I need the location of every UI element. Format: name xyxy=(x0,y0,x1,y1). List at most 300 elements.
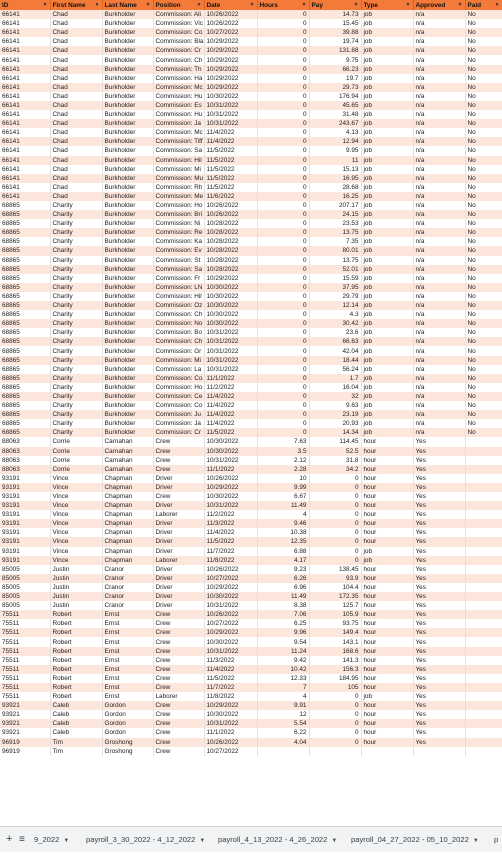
table-cell[interactable]: 85005 xyxy=(0,601,50,610)
table-cell[interactable]: hour xyxy=(361,637,413,646)
table-cell[interactable]: 68865 xyxy=(0,283,50,292)
table-cell[interactable]: Driver xyxy=(153,483,204,492)
table-cell[interactable]: hour xyxy=(361,656,413,665)
table-cell[interactable] xyxy=(465,692,502,701)
table-cell[interactable]: job xyxy=(361,228,413,237)
table-cell[interactable]: 85005 xyxy=(0,565,50,574)
table-cell[interactable]: 10/28/2022 xyxy=(204,256,257,265)
table-cell[interactable]: Robert xyxy=(50,674,102,683)
table-cell[interactable]: Chad xyxy=(50,83,102,92)
table-cell[interactable]: Driver xyxy=(153,565,204,574)
table-cell[interactable]: Carnahan xyxy=(102,447,153,456)
table-cell[interactable]: 11.24 xyxy=(257,647,309,656)
table-cell[interactable]: 11/4/2022 xyxy=(204,419,257,428)
table-cell[interactable]: Corrie xyxy=(50,465,102,474)
table-cell[interactable]: Driver xyxy=(153,583,204,592)
table-cell[interactable]: 16.25 xyxy=(309,192,361,201)
table-cell[interactable]: 0 xyxy=(257,28,309,37)
table-cell[interactable]: 85005 xyxy=(0,592,50,601)
table-cell[interactable]: Crew xyxy=(153,437,204,446)
table-cell[interactable]: 68865 xyxy=(0,383,50,392)
table-cell[interactable]: 4.3 xyxy=(309,310,361,319)
col-header-last-name[interactable]: Last Name ▼ xyxy=(102,0,153,10)
table-cell[interactable]: 31.48 xyxy=(309,110,361,119)
table-cell[interactable]: Chapman xyxy=(102,537,153,546)
table-cell[interactable]: No xyxy=(465,256,502,265)
table-cell[interactable]: Yes xyxy=(413,683,465,692)
sheet-tab-payroll-4-13[interactable]: payroll_4_13_2022 - 4_26_2022 ▼ xyxy=(218,835,338,844)
table-cell[interactable]: 11.49 xyxy=(257,592,309,601)
table-cell[interactable]: 68865 xyxy=(0,201,50,210)
table-cell[interactable]: 68865 xyxy=(0,392,50,401)
table-cell[interactable]: Commission: Cr xyxy=(153,46,204,55)
table-cell[interactable]: 0 xyxy=(257,201,309,210)
table-cell[interactable]: 31.8 xyxy=(309,456,361,465)
table-cell[interactable] xyxy=(465,701,502,710)
table-cell[interactable]: 207.17 xyxy=(309,201,361,210)
table-cell[interactable]: 93.9 xyxy=(309,574,361,583)
table-cell[interactable]: 19.7 xyxy=(309,74,361,83)
table-cell[interactable]: No xyxy=(465,37,502,46)
table-cell[interactable]: 4.04 xyxy=(257,738,309,747)
table-cell[interactable] xyxy=(361,747,413,756)
table-cell[interactable]: No xyxy=(465,128,502,137)
table-cell[interactable]: 15.45 xyxy=(309,19,361,28)
table-cell[interactable]: Crew xyxy=(153,465,204,474)
table-cell[interactable]: 68865 xyxy=(0,237,50,246)
table-cell[interactable]: 104.4 xyxy=(309,583,361,592)
table-cell[interactable]: 1.7 xyxy=(309,374,361,383)
table-cell[interactable]: Justin xyxy=(50,583,102,592)
table-cell[interactable]: Commission: Sa xyxy=(153,146,204,155)
table-cell[interactable]: Commission: Co xyxy=(153,374,204,383)
table-cell[interactable]: 32 xyxy=(309,392,361,401)
table-cell[interactable]: No xyxy=(465,246,502,255)
table-cell[interactable]: 0 xyxy=(257,92,309,101)
table-cell[interactable]: 0 xyxy=(309,692,361,701)
table-cell[interactable]: Commission: Ja xyxy=(153,419,204,428)
tab-dropdown-icon[interactable]: ▼ xyxy=(472,838,479,844)
table-cell[interactable]: 0 xyxy=(309,510,361,519)
table-cell[interactable]: 75511 xyxy=(0,637,50,646)
table-cell[interactable]: Ernst xyxy=(102,674,153,683)
table-cell[interactable]: job xyxy=(361,410,413,419)
table-cell[interactable]: n/a xyxy=(413,28,465,37)
table-cell[interactable]: 0 xyxy=(257,10,309,19)
table-cell[interactable]: 8.38 xyxy=(257,601,309,610)
table-cell[interactable]: 9.95 xyxy=(309,146,361,155)
table-cell[interactable]: Burkholder xyxy=(102,283,153,292)
table-cell[interactable]: Laborer xyxy=(153,692,204,701)
table-cell[interactable]: No xyxy=(465,428,502,437)
table-cell[interactable]: 0 xyxy=(257,237,309,246)
table-cell[interactable]: 68865 xyxy=(0,419,50,428)
table-cell[interactable]: Caleb xyxy=(50,710,102,719)
table-cell[interactable]: No xyxy=(465,410,502,419)
table-cell[interactable]: 0 xyxy=(309,483,361,492)
table-cell[interactable]: Burkholder xyxy=(102,19,153,28)
table-cell[interactable] xyxy=(465,465,502,474)
table-cell[interactable]: job xyxy=(361,55,413,64)
table-cell[interactable]: Groshong xyxy=(102,747,153,756)
table-cell[interactable]: Burkholder xyxy=(102,101,153,110)
table-cell[interactable]: 10/31/2022 xyxy=(204,365,257,374)
table-cell[interactable]: 10/28/2022 xyxy=(204,228,257,237)
table-cell[interactable] xyxy=(465,665,502,674)
table-cell[interactable]: job xyxy=(361,356,413,365)
table-cell[interactable]: Ernst xyxy=(102,692,153,701)
table-cell[interactable]: job xyxy=(361,83,413,92)
table-cell[interactable]: Vince xyxy=(50,556,102,565)
table-cell[interactable]: 10/26/2022 xyxy=(204,10,257,19)
table-cell[interactable]: Chapman xyxy=(102,519,153,528)
table-cell[interactable]: 11/5/2022 xyxy=(204,156,257,165)
table-cell[interactable]: Tim xyxy=(50,747,102,756)
table-cell[interactable]: 105.9 xyxy=(309,610,361,619)
table-cell[interactable]: 0 xyxy=(257,256,309,265)
table-cell[interactable]: Commission: Hil xyxy=(153,292,204,301)
table-cell[interactable]: n/a xyxy=(413,192,465,201)
table-cell[interactable]: 11/4/2022 xyxy=(204,128,257,137)
table-cell[interactable]: hour xyxy=(361,628,413,637)
table-cell[interactable]: Commission: Oz xyxy=(153,301,204,310)
table-cell[interactable]: 66141 xyxy=(0,83,50,92)
table-cell[interactable]: n/a xyxy=(413,174,465,183)
table-cell[interactable]: Yes xyxy=(413,510,465,519)
table-cell[interactable]: Yes xyxy=(413,610,465,619)
table-cell[interactable]: Ernst xyxy=(102,637,153,646)
table-cell[interactable]: 0 xyxy=(257,274,309,283)
table-cell[interactable]: Yes xyxy=(413,547,465,556)
table-cell[interactable]: Charity xyxy=(50,328,102,337)
table-cell[interactable] xyxy=(465,592,502,601)
table-cell[interactable]: job xyxy=(361,146,413,155)
table-cell[interactable]: 80.01 xyxy=(309,246,361,255)
table-cell[interactable]: Driver xyxy=(153,601,204,610)
table-cell[interactable]: n/a xyxy=(413,246,465,255)
table-cell[interactable]: job xyxy=(361,692,413,701)
table-cell[interactable]: 10/30/2022 xyxy=(204,637,257,646)
table-cell[interactable]: 10/29/2022 xyxy=(204,46,257,55)
table-cell[interactable]: No xyxy=(465,328,502,337)
table-cell[interactable] xyxy=(465,610,502,619)
table-cell[interactable]: 168.6 xyxy=(309,647,361,656)
table-cell[interactable]: 0 xyxy=(257,156,309,165)
table-cell[interactable]: Driver xyxy=(153,537,204,546)
table-cell[interactable]: Chad xyxy=(50,174,102,183)
table-cell[interactable]: Chad xyxy=(50,110,102,119)
table-cell[interactable]: 66141 xyxy=(0,165,50,174)
table-cell[interactable]: Vince xyxy=(50,519,102,528)
table-cell[interactable]: No xyxy=(465,110,502,119)
table-cell[interactable]: 23.19 xyxy=(309,410,361,419)
table-cell[interactable]: 9.63 xyxy=(309,401,361,410)
table-cell[interactable]: 10/30/2022 xyxy=(204,447,257,456)
table-cell[interactable]: 9.46 xyxy=(257,519,309,528)
table-cell[interactable]: 66.63 xyxy=(309,337,361,346)
table-cell[interactable] xyxy=(465,710,502,719)
table-cell[interactable]: Yes xyxy=(413,492,465,501)
table-cell[interactable]: hour xyxy=(361,528,413,537)
table-cell[interactable]: Yes xyxy=(413,583,465,592)
table-cell[interactable]: Charity xyxy=(50,301,102,310)
table-cell[interactable]: Commission: Ev xyxy=(153,246,204,255)
table-cell[interactable]: Yes xyxy=(413,728,465,737)
table-cell[interactable]: Commission: Bo xyxy=(153,328,204,337)
table-cell[interactable]: Yes xyxy=(413,628,465,637)
sheet-tab-next-partial[interactable]: p xyxy=(494,835,499,844)
table-cell[interactable]: 29.73 xyxy=(309,83,361,92)
table-cell[interactable]: Burkholder xyxy=(102,110,153,119)
table-cell[interactable]: Chad xyxy=(50,192,102,201)
table-cell[interactable]: Commission: Tiff xyxy=(153,137,204,146)
table-cell[interactable]: Charity xyxy=(50,265,102,274)
table-cell[interactable]: 4.17 xyxy=(257,556,309,565)
table-cell[interactable]: Burkholder xyxy=(102,92,153,101)
table-cell[interactable]: hour xyxy=(361,447,413,456)
table-cell[interactable]: Crew xyxy=(153,628,204,637)
col-header-id[interactable]: ID ▼ xyxy=(0,0,50,10)
table-cell[interactable]: 68865 xyxy=(0,246,50,255)
table-cell[interactable]: job xyxy=(361,92,413,101)
table-cell[interactable]: No xyxy=(465,301,502,310)
table-cell[interactable]: job xyxy=(361,119,413,128)
table-cell[interactable]: No xyxy=(465,419,502,428)
table-cell[interactable]: 0 xyxy=(309,738,361,747)
table-cell[interactable]: Crew xyxy=(153,738,204,747)
table-cell[interactable]: 10/30/2022 xyxy=(204,283,257,292)
table-cell[interactable]: Yes xyxy=(413,447,465,456)
table-cell[interactable]: Tim xyxy=(50,738,102,747)
table-cell[interactable]: 45.65 xyxy=(309,101,361,110)
table-cell[interactable]: 125.7 xyxy=(309,601,361,610)
table-cell[interactable]: 10/30/2022 xyxy=(204,319,257,328)
table-cell[interactable]: 10/26/2022 xyxy=(204,565,257,574)
table-cell[interactable] xyxy=(465,537,502,546)
table-cell[interactable]: Charity xyxy=(50,410,102,419)
table-cell[interactable]: 10/31/2022 xyxy=(204,328,257,337)
table-cell[interactable]: Yes xyxy=(413,674,465,683)
table-cell[interactable]: Driver xyxy=(153,474,204,483)
table-cell[interactable]: No xyxy=(465,319,502,328)
table-cell[interactable]: 10/31/2022 xyxy=(204,337,257,346)
table-cell[interactable]: 11/6/2022 xyxy=(204,192,257,201)
table-cell[interactable]: 52.01 xyxy=(309,265,361,274)
table-cell[interactable]: job xyxy=(361,246,413,255)
table-cell[interactable]: n/a xyxy=(413,46,465,55)
table-cell[interactable]: 0 xyxy=(257,428,309,437)
filter-icon[interactable]: ▼ xyxy=(494,1,500,8)
table-cell[interactable]: Charity xyxy=(50,428,102,437)
table-cell[interactable]: Commission: Mi xyxy=(153,165,204,174)
table-cell[interactable]: 93191 xyxy=(0,528,50,537)
table-cell[interactable]: Gordon xyxy=(102,728,153,737)
table-cell[interactable]: 11/5/2022 xyxy=(204,183,257,192)
table-cell[interactable]: Yes xyxy=(413,437,465,446)
table-cell[interactable]: 10/29/2022 xyxy=(204,583,257,592)
table-cell[interactable]: Robert xyxy=(50,647,102,656)
table-cell[interactable]: 0 xyxy=(257,74,309,83)
table-cell[interactable]: n/a xyxy=(413,128,465,137)
table-cell[interactable]: 10/26/2022 xyxy=(204,19,257,28)
table-cell[interactable]: 11/4/2022 xyxy=(204,410,257,419)
table-cell[interactable]: No xyxy=(465,83,502,92)
table-cell[interactable]: 11 xyxy=(309,156,361,165)
table-cell[interactable]: hour xyxy=(361,592,413,601)
table-cell[interactable]: No xyxy=(465,310,502,319)
table-cell[interactable]: 93191 xyxy=(0,501,50,510)
table-cell[interactable]: Corrie xyxy=(50,456,102,465)
table-cell[interactable]: Burkholder xyxy=(102,301,153,310)
table-cell[interactable]: Justin xyxy=(50,565,102,574)
table-cell[interactable]: Commission: Mc xyxy=(153,83,204,92)
table-cell[interactable]: 0 xyxy=(257,301,309,310)
table-cell[interactable]: No xyxy=(465,383,502,392)
table-cell[interactable]: Chad xyxy=(50,137,102,146)
table-cell[interactable]: n/a xyxy=(413,274,465,283)
table-cell[interactable]: 0 xyxy=(257,310,309,319)
table-cell[interactable]: 37.95 xyxy=(309,283,361,292)
table-cell[interactable]: Robert xyxy=(50,628,102,637)
table-cell[interactable]: Burkholder xyxy=(102,228,153,237)
table-cell[interactable] xyxy=(465,583,502,592)
table-cell[interactable] xyxy=(257,747,309,756)
table-cell[interactable]: 93191 xyxy=(0,537,50,546)
table-cell[interactable]: Chad xyxy=(50,10,102,19)
table-cell[interactable]: 0 xyxy=(257,119,309,128)
table-cell[interactable]: Charity xyxy=(50,356,102,365)
table-cell[interactable]: Charity xyxy=(50,201,102,210)
table-cell[interactable]: 10/28/2022 xyxy=(204,265,257,274)
table-cell[interactable]: job xyxy=(361,237,413,246)
table-cell[interactable]: 105 xyxy=(309,683,361,692)
table-cell[interactable]: n/a xyxy=(413,83,465,92)
table-cell[interactable]: Yes xyxy=(413,556,465,565)
table-cell[interactable]: 141.3 xyxy=(309,656,361,665)
table-cell[interactable]: Chapman xyxy=(102,492,153,501)
table-cell[interactable]: 11/4/2022 xyxy=(204,401,257,410)
table-cell[interactable]: hour xyxy=(361,647,413,656)
table-cell[interactable]: Burkholder xyxy=(102,28,153,37)
table-cell[interactable]: 68865 xyxy=(0,274,50,283)
table-cell[interactable]: Driver xyxy=(153,501,204,510)
table-cell[interactable]: Crew xyxy=(153,610,204,619)
table-cell[interactable]: Commission: Ho xyxy=(153,383,204,392)
table-cell[interactable]: Burkholder xyxy=(102,356,153,365)
table-cell[interactable]: Laborer xyxy=(153,510,204,519)
table-cell[interactable]: 10/30/2022 xyxy=(204,92,257,101)
table-cell[interactable]: 10/30/2022 xyxy=(204,301,257,310)
table-cell[interactable] xyxy=(465,647,502,656)
table-cell[interactable]: 66141 xyxy=(0,65,50,74)
table-cell[interactable]: 11/4/2022 xyxy=(204,528,257,537)
table-cell[interactable]: job xyxy=(361,419,413,428)
table-cell[interactable]: 4.13 xyxy=(309,128,361,137)
table-cell[interactable]: 11/1/2022 xyxy=(204,465,257,474)
table-cell[interactable]: Burkholder xyxy=(102,401,153,410)
table-cell[interactable]: 10/26/2022 xyxy=(204,210,257,219)
table-cell[interactable]: 184.95 xyxy=(309,674,361,683)
table-cell[interactable]: 0 xyxy=(257,292,309,301)
table-cell[interactable]: Burkholder xyxy=(102,219,153,228)
table-cell[interactable]: Charity xyxy=(50,346,102,355)
table-cell[interactable]: 66141 xyxy=(0,137,50,146)
table-cell[interactable]: No xyxy=(465,119,502,128)
table-cell[interactable]: Crew xyxy=(153,456,204,465)
filter-icon[interactable]: ▼ xyxy=(196,1,202,8)
table-cell[interactable]: Burkholder xyxy=(102,337,153,346)
table-cell[interactable]: job xyxy=(361,10,413,19)
table-cell[interactable]: 10.38 xyxy=(257,528,309,537)
table-cell[interactable]: job xyxy=(361,46,413,55)
table-cell[interactable]: 14.73 xyxy=(309,10,361,19)
table-cell[interactable]: Commission: Ho xyxy=(153,201,204,210)
table-cell[interactable]: n/a xyxy=(413,328,465,337)
table-cell[interactable]: hour xyxy=(361,492,413,501)
table-cell[interactable]: 9.42 xyxy=(257,656,309,665)
table-cell[interactable]: job xyxy=(361,374,413,383)
table-cell[interactable]: Commission: Me xyxy=(153,192,204,201)
table-cell[interactable]: Burkholder xyxy=(102,83,153,92)
table-cell[interactable]: Cranor xyxy=(102,583,153,592)
table-cell[interactable]: Yes xyxy=(413,656,465,665)
table-cell[interactable]: n/a xyxy=(413,410,465,419)
table-cell[interactable]: Commission: Fr xyxy=(153,274,204,283)
table-cell[interactable]: 10/26/2022 xyxy=(204,474,257,483)
table-cell[interactable]: Commission: Co xyxy=(153,401,204,410)
table-cell[interactable]: 93191 xyxy=(0,492,50,501)
table-cell[interactable]: 0 xyxy=(257,183,309,192)
table-cell[interactable]: Burkholder xyxy=(102,128,153,137)
table-cell[interactable]: 75511 xyxy=(0,665,50,674)
table-cell[interactable]: Chapman xyxy=(102,528,153,537)
table-cell[interactable]: n/a xyxy=(413,55,465,64)
col-header-type[interactable]: Type ▼ xyxy=(361,0,413,10)
table-cell[interactable]: Yes xyxy=(413,474,465,483)
table-cell[interactable]: 10/30/2022 xyxy=(204,492,257,501)
table-cell[interactable]: Chad xyxy=(50,46,102,55)
table-cell[interactable]: 66141 xyxy=(0,101,50,110)
table-cell[interactable]: 0 xyxy=(257,228,309,237)
table-cell[interactable]: Burkholder xyxy=(102,55,153,64)
table-cell[interactable] xyxy=(465,728,502,737)
table-cell[interactable]: job xyxy=(361,183,413,192)
table-cell[interactable]: No xyxy=(465,265,502,274)
table-cell[interactable]: Charity xyxy=(50,319,102,328)
table-cell[interactable]: 11/7/2022 xyxy=(204,547,257,556)
tab-dropdown-icon[interactable]: ▼ xyxy=(331,838,338,844)
table-cell[interactable]: 0 xyxy=(309,710,361,719)
table-cell[interactable]: Chad xyxy=(50,37,102,46)
table-cell[interactable]: Burkholder xyxy=(102,428,153,437)
table-cell[interactable]: 10/29/2022 xyxy=(204,83,257,92)
table-cell[interactable]: 0 xyxy=(309,547,361,556)
table-cell[interactable]: No xyxy=(465,356,502,365)
table-cell[interactable]: job xyxy=(361,547,413,556)
table-cell[interactable]: n/a xyxy=(413,392,465,401)
table-cell[interactable]: hour xyxy=(361,719,413,728)
table-cell[interactable]: hour xyxy=(361,610,413,619)
table-cell[interactable]: Crew xyxy=(153,701,204,710)
table-cell[interactable]: n/a xyxy=(413,401,465,410)
table-cell[interactable]: job xyxy=(361,65,413,74)
add-sheet-icon[interactable]: + xyxy=(6,833,13,845)
table-cell[interactable]: job xyxy=(361,192,413,201)
table-cell[interactable]: job xyxy=(361,210,413,219)
table-cell[interactable]: 10/29/2022 xyxy=(204,628,257,637)
table-cell[interactable]: Robert xyxy=(50,665,102,674)
table-cell[interactable]: 0 xyxy=(309,556,361,565)
